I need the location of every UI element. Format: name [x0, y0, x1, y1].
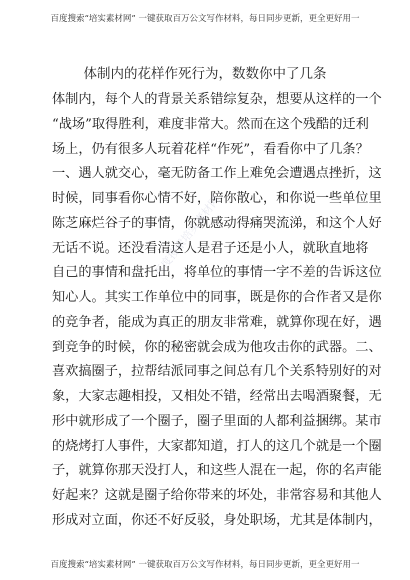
body-line: “战场”取得胜利，难度非常大。然而在这个残酷的迁利: [52, 116, 369, 132]
body-line: 一、遇人就交心，毫无防备工作上难免会遭遇点挫折，这: [52, 166, 382, 182]
article-title: 体制内的花样作死行为，数数你中了几条: [83, 66, 327, 82]
body-line: 体制内，每个人的背景关系错综复杂，想要从这样的一个: [52, 92, 382, 107]
body-line: 的竞争者，能成为真正的朋友非常难，就算你现在好，遇: [52, 314, 382, 330]
body-line: 知心人。其实工作单位中的同事，既是你的合作者又是你: [52, 290, 382, 305]
body-line: 好起来？这就是圈子给你带来的坏处，非常容易和其他人: [52, 488, 382, 503]
body-line: 自己的事情和盘托出，将单位的事情一字不差的告诉这位: [52, 265, 382, 281]
page-header: 百度搜索“培实素材网” 一键获取百万公文写作材料，每日同步更新，更全更好用一: [50, 14, 360, 24]
body-line: 子，就算你那天没打人，和这些人混在一起，你的名声能: [52, 463, 382, 479]
body-line: 喜欢搞圈子，拉帮结派同事之间总有几个关系特别好的对: [52, 364, 382, 380]
body-line: 形中就形成了一个圈子，圈子里面的人都利益捆绑。某市: [52, 413, 382, 429]
body-line: 到竞争的时候，你的秘密就会成为他攻击你的武器。二、: [52, 339, 382, 355]
body-line: 象，大家志趣相投，又相处不错，经常出去喝酒聚餐，无: [52, 389, 382, 404]
page-footer: 百度搜索“培实素材网” 一键获取百万公文写作材料，每日同步更新，更全更好用一: [50, 560, 360, 570]
body-line: 时候，同事看你心情不好，陪你散心，和你说一些单位里: [52, 191, 382, 206]
body-line: 无话不说。还没看清这人是君子还是小人，就耿直地将: [52, 240, 369, 256]
body-line: 场上，仍有很多人玩着花样“作死”，看看你中了几条？: [52, 141, 369, 157]
body-line: 陈芝麻烂谷子的事情，你就感动得痛哭流涕，和这个人好: [52, 215, 382, 231]
body-line: 的烧烤打人事件，大家都知道，打人的这几个就是一个圈: [52, 438, 382, 454]
body-line: 形成对立面，你还不好反驳，身处职场，尤其是体制内，: [52, 512, 382, 528]
article-body: [52, 88, 382, 534]
watermark: 百度搜索培实素材网: [151, 193, 223, 280]
